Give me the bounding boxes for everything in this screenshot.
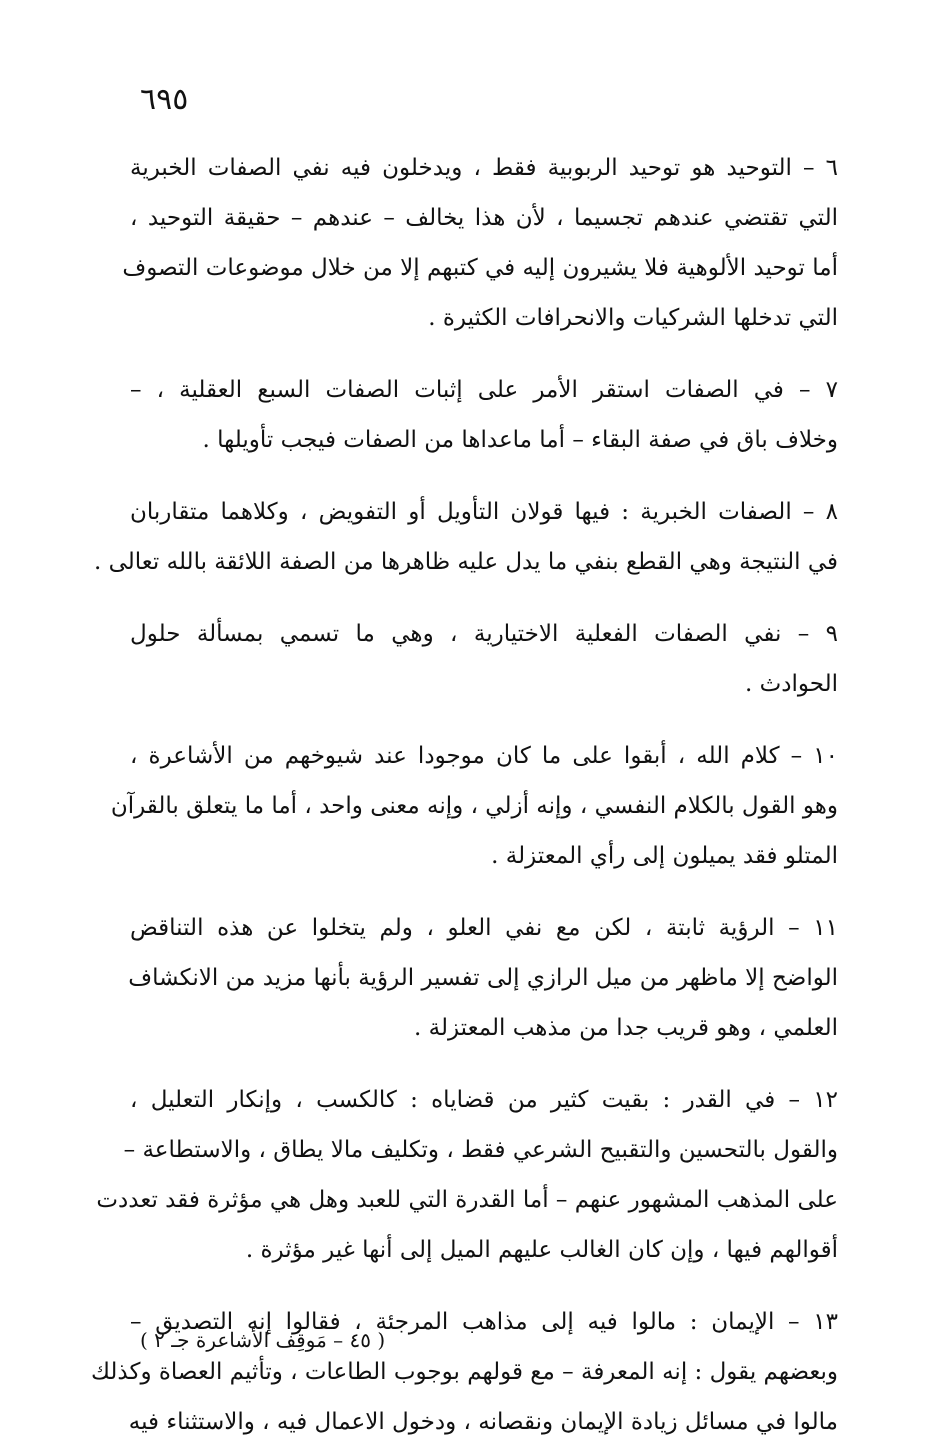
text-line: أما توحيد الألوهية فلا يشيرون إليه في كتبهم إلا من خلال موضوعات التصوف [122,255,838,281]
text-line: ١٣ – الإيمان : مالوا فيه إلى مذاهب المرجئة ، فقالوا إنه التصديق – [130,1309,838,1335]
text-line: المتلو فقد يميلون إلى رأي المعتزلة . [491,843,838,869]
paragraph-item-10 [110,731,838,881]
text-line: العلمي ، وهو قريب جدا من مذهب المعتزلة . [414,1015,838,1041]
text-line: ٧ – في الصفات استقر الأمر على إثبات الصفات السبع العقلية ، – [130,377,838,403]
text-line: والقول بالتحسين والتقبيح الشرعي فقط ، وتكليف مالا يطاق ، والاستطاعة – [123,1137,838,1163]
text-line: على المذهب المشهور عنهم – أما القدرة التي للعبد وهل هي مؤثرة فقد تعددت [96,1187,838,1213]
text-line: الواضح إلا ماظهر من ميل الرازي إلى تفسير الرؤية بأنها مزيد من الانكشاف [128,965,838,991]
text-line: ٩ – نفي الصفات الفعلية الاختيارية ، وهي ما تسمي بمسألة حلول [130,621,838,647]
text-line: ١١ – الرؤية ثابتة ، لكن مع نفي العلو ، ولم يتخلوا عن هذه التناقض [130,915,838,941]
paragraph-item-12 [96,1075,838,1275]
text-line: مالوا في مسائل زيادة الإيمان ونقصانه ، ودخول الاعمال فيه ، والاستثناء فيه [128,1409,838,1435]
paragraph-item-6 [122,143,838,343]
body-text [91,143,838,1447]
text-line: أقوالهم فيها ، وإن كان الغالب عليهم الميل إلى أنها غير مؤثرة . [245,1237,838,1263]
text-line: وخلاف باق في صفة البقاء – أما ماعداها من الصفات فيجب تأويلها . [202,427,838,453]
text-line: التي تقتضي عندهم تجسيما ، لأن هذا يخالف – عندهم – حقيقة التوحيد ، [130,205,838,231]
page-number: ٦٩٥ [140,82,189,117]
text-line: وبعضهم يقول : إنه المعرفة – مع قولهم بوجوب الطاعات ، وتأثيم العصاة وكذلك [91,1359,838,1385]
paragraph-item-11 [130,903,838,1053]
text-line: ٦ – التوحيد هو توحيد الربوبية فقط ، ويدخلون فيه نفي الصفات الخبرية [130,155,838,181]
paragraph-item-9 [130,609,838,709]
text-line: وهو القول بالكلام النفسي ، وإنه أزلي ، وإنه معنى واحد ، أما ما يتعلق بالقرآن [110,793,838,819]
text-line: في النتيجة وهي القطع بنفي ما يدل عليه ظاهرها من الصفة اللائقة بالله تعالى . [94,549,838,575]
footer-note: ( ٤٥ – مَوقِف الأشاعرة جـ ٢ ) [140,1328,386,1352]
paragraph-item-7 [130,365,838,465]
text-line: ١٢ – في القدر : بقيت كثير من قضاياه : كالكسب ، وإنكار التعليل ، [130,1087,838,1113]
text-line: ١٠ – كلام الله ، أبقوا على ما كان موجودا عند شيوخهم من الأشاعرة ، [130,743,838,769]
text-line: ٨ – الصفات الخبرية : فيها قولان التأويل أو التفويض ، وكلاهما متقاربان [130,499,838,525]
paragraph-item-8 [94,487,838,587]
text-line: الحوادث . [744,671,838,697]
text-line: التي تدخلها الشركيات والانحرافات الكثيرة . [428,305,838,331]
